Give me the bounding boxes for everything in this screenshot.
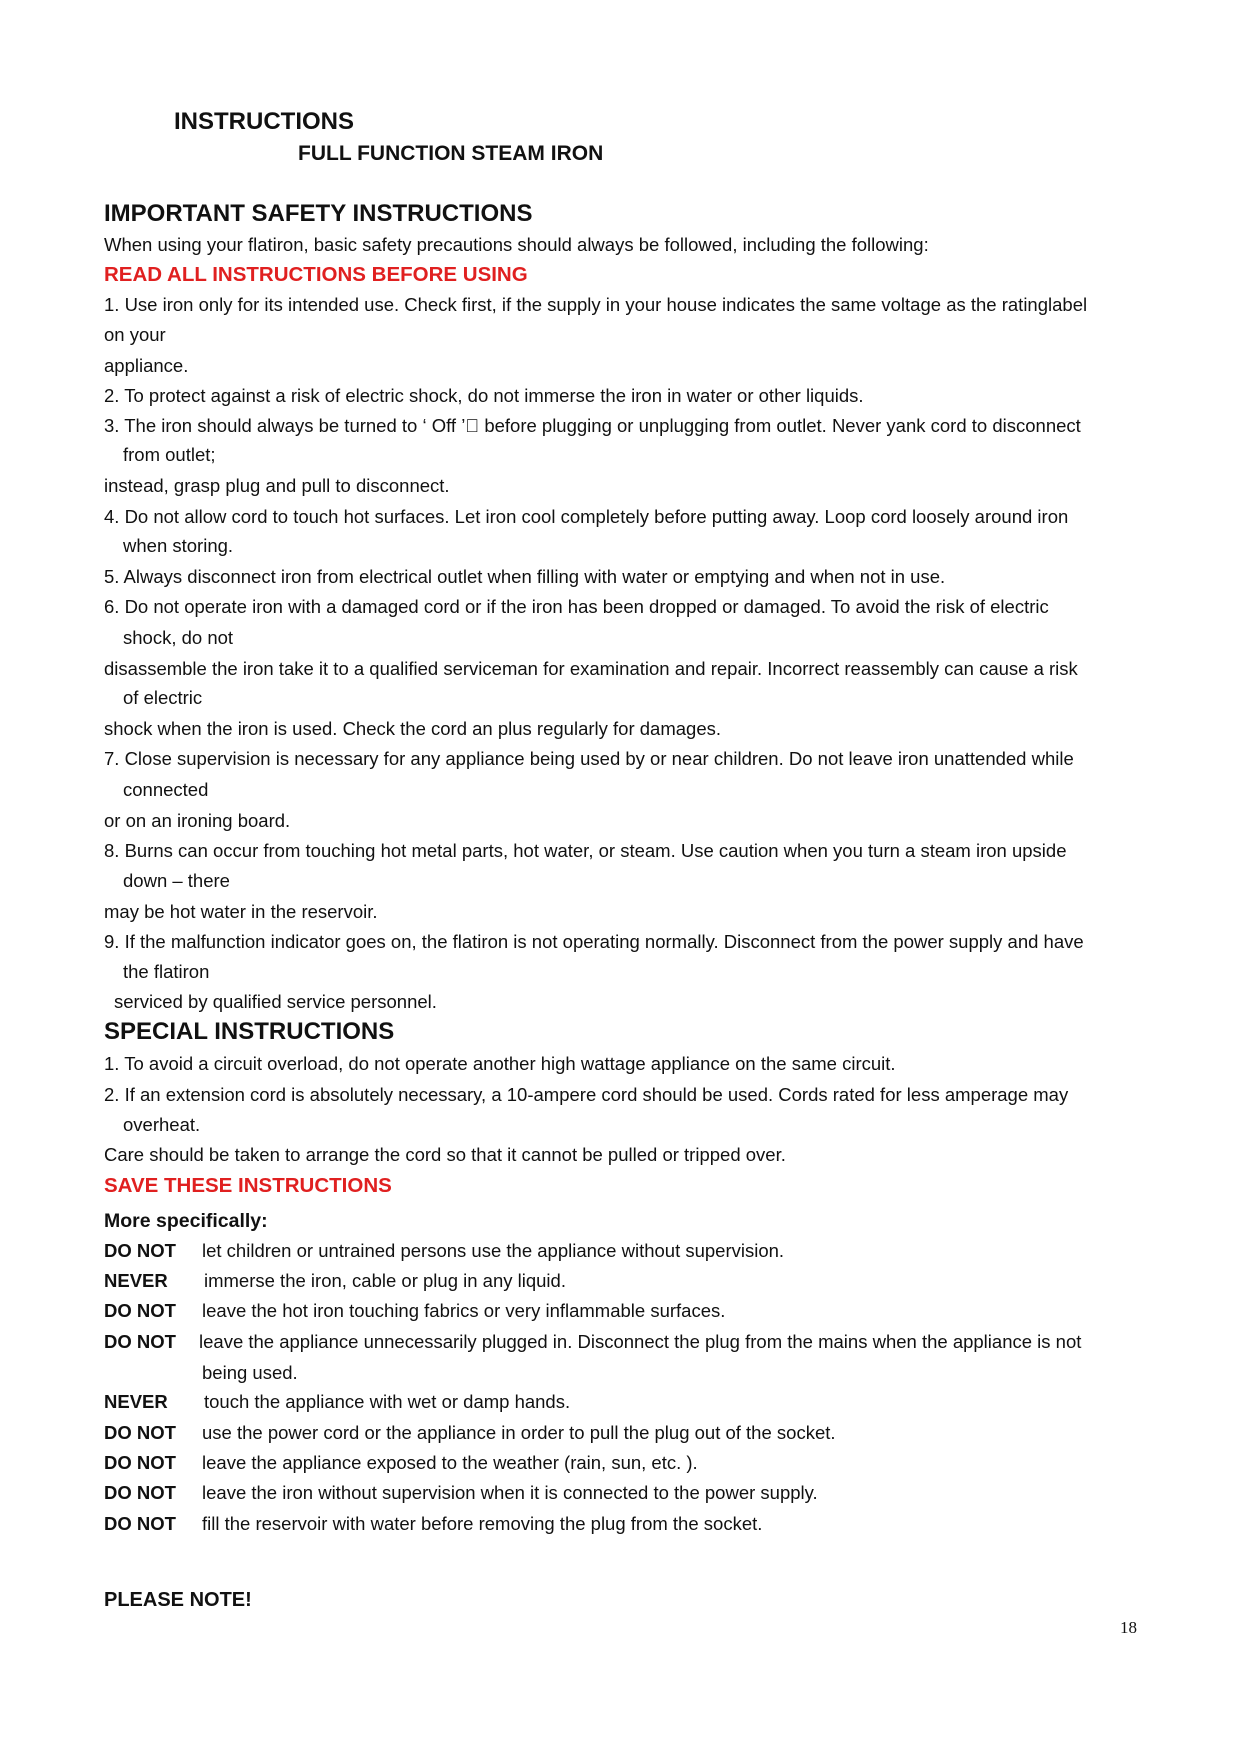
safety-line: 9. If the malfunction indicator goes on, the flatiron is not operating normally. Disconnect from the power supply and have bbox=[104, 931, 1084, 952]
rule-keyword: DO NOT bbox=[104, 1331, 176, 1352]
specific-rule bbox=[104, 1418, 836, 1448]
rule-keyword: NEVER bbox=[104, 1391, 168, 1412]
safety-line: 3. The iron should always be turned to ‘ Off ’  before plugging or unplugging from outlet. Never yank cord to disconnect bbox=[104, 415, 1081, 436]
special-heading: SPECIAL INSTRUCTIONS bbox=[104, 1018, 395, 1045]
safety-intro: When using your flatiron, basic safety precautions should always be followed, including the following: bbox=[104, 234, 929, 255]
safety-line: down – there bbox=[123, 870, 230, 891]
rule-keyword: NEVER bbox=[104, 1270, 168, 1291]
rule-text: leave the appliance exposed to the weather (rain, sun, etc. ). bbox=[202, 1452, 698, 1473]
document-subtitle: FULL FUNCTION STEAM IRON bbox=[298, 142, 604, 165]
safety-line: 2. To protect against a risk of electric shock, do not immerse the iron in water or other liquids. bbox=[104, 385, 864, 406]
safety-line: the flatiron bbox=[123, 961, 210, 982]
specific-rule bbox=[104, 1296, 725, 1326]
safety-line: shock, do not bbox=[123, 627, 234, 648]
safety-line: from outlet; bbox=[123, 444, 216, 465]
safety-line: 5. Always disconnect iron from electrical outlet when filling with water or emptying and when not in use. bbox=[104, 566, 946, 587]
rule-text: let children or untrained persons use the appliance without supervision. bbox=[202, 1240, 785, 1261]
read-all-warning: READ ALL INSTRUCTIONS BEFORE USING bbox=[104, 263, 528, 286]
safety-line: or on an ironing board. bbox=[104, 810, 291, 831]
safety-line: disassemble the iron take it to a qualified serviceman for examination and repair. Incorrect reassembly can cause a risk bbox=[104, 658, 1078, 679]
rule-keyword: DO NOT bbox=[104, 1513, 176, 1534]
more-specifically-heading: More specifically: bbox=[104, 1210, 268, 1232]
rule-keyword: DO NOT bbox=[104, 1240, 176, 1261]
safety-line: appliance. bbox=[104, 355, 189, 376]
rule-keyword: DO NOT bbox=[104, 1452, 176, 1473]
specific-rule bbox=[104, 1478, 818, 1508]
specific-rule bbox=[104, 1509, 762, 1539]
safety-line: 4. Do not allow cord to touch hot surfaces. Let iron cool completely before putting away. Loop cord loosely around iron bbox=[104, 506, 1069, 527]
special-line: 1. To avoid a circuit overload, do not operate another high wattage appliance on the same circuit. bbox=[104, 1053, 896, 1074]
safety-line: instead, grasp plug and pull to disconnect. bbox=[104, 475, 450, 496]
rule-text: use the power cord or the appliance in order to pull the plug out of the socket. bbox=[202, 1422, 836, 1443]
please-note: PLEASE NOTE! bbox=[104, 1589, 252, 1611]
safety-line: when storing. bbox=[123, 535, 234, 556]
safety-line: 6. Do not operate iron with a damaged cord or if the iron has been dropped or damaged. To avoid the risk of electric bbox=[104, 596, 1049, 617]
special-line: overheat. bbox=[123, 1114, 201, 1135]
safety-heading: IMPORTANT SAFETY INSTRUCTIONS bbox=[104, 200, 533, 227]
safety-line: may be hot water in the reservoir. bbox=[104, 901, 378, 922]
specific-rule bbox=[104, 1448, 698, 1478]
specific-rule bbox=[104, 1266, 566, 1296]
rule-text: leave the iron without supervision when it is connected to the power supply. bbox=[202, 1482, 818, 1503]
rule-text: immerse the iron, cable or plug in any liquid. bbox=[204, 1270, 566, 1291]
safety-line: shock when the iron is used. Check the cord an plus regularly for damages. bbox=[104, 718, 721, 739]
safety-line: serviced by qualified service personnel. bbox=[114, 991, 437, 1012]
safety-line: connected bbox=[123, 779, 209, 800]
safety-line: of electric bbox=[123, 687, 203, 708]
safety-line: 1. Use iron only for its intended use. Check first, if the supply in your house indicates the same voltage as the ratinglabel bbox=[104, 294, 1088, 315]
safety-line: on your bbox=[104, 324, 166, 345]
special-line: 2. If an extension cord is absolutely necessary, a 10-ampere cord should be used. Cords rated for less amperage may bbox=[104, 1084, 1069, 1105]
page-number: 18 bbox=[1120, 1618, 1137, 1637]
specific-rule bbox=[104, 1236, 784, 1266]
save-instructions: SAVE THESE INSTRUCTIONS bbox=[104, 1174, 392, 1197]
rule-keyword: DO NOT bbox=[104, 1482, 176, 1503]
safety-line: 7. Close supervision is necessary for any appliance being used by or near children. Do not leave iron unattended while bbox=[104, 748, 1074, 769]
special-line: Care should be taken to arrange the cord so that it cannot be pulled or tripped over. bbox=[104, 1144, 786, 1165]
document-title: INSTRUCTIONS bbox=[174, 108, 354, 135]
rule-text: touch the appliance with wet or damp hands. bbox=[204, 1391, 571, 1412]
rule-text: leave the hot iron touching fabrics or very inflammable surfaces. bbox=[202, 1300, 726, 1321]
rule-keyword: DO NOT bbox=[104, 1422, 176, 1443]
rule-text-continued: being used. bbox=[202, 1362, 298, 1383]
specific-rule bbox=[104, 1327, 1081, 1357]
rule-text: fill the reservoir with water before removing the plug from the socket. bbox=[202, 1513, 763, 1534]
safety-line: 8. Burns can occur from touching hot metal parts, hot water, or steam. Use caution when you turn a steam iron upside bbox=[104, 840, 1067, 861]
rule-keyword: DO NOT bbox=[104, 1300, 176, 1321]
rule-text: leave the appliance unnecessarily plugged in. Disconnect the plug from the mains when the appliance is not bbox=[199, 1331, 1082, 1352]
specific-rule bbox=[104, 1387, 570, 1417]
